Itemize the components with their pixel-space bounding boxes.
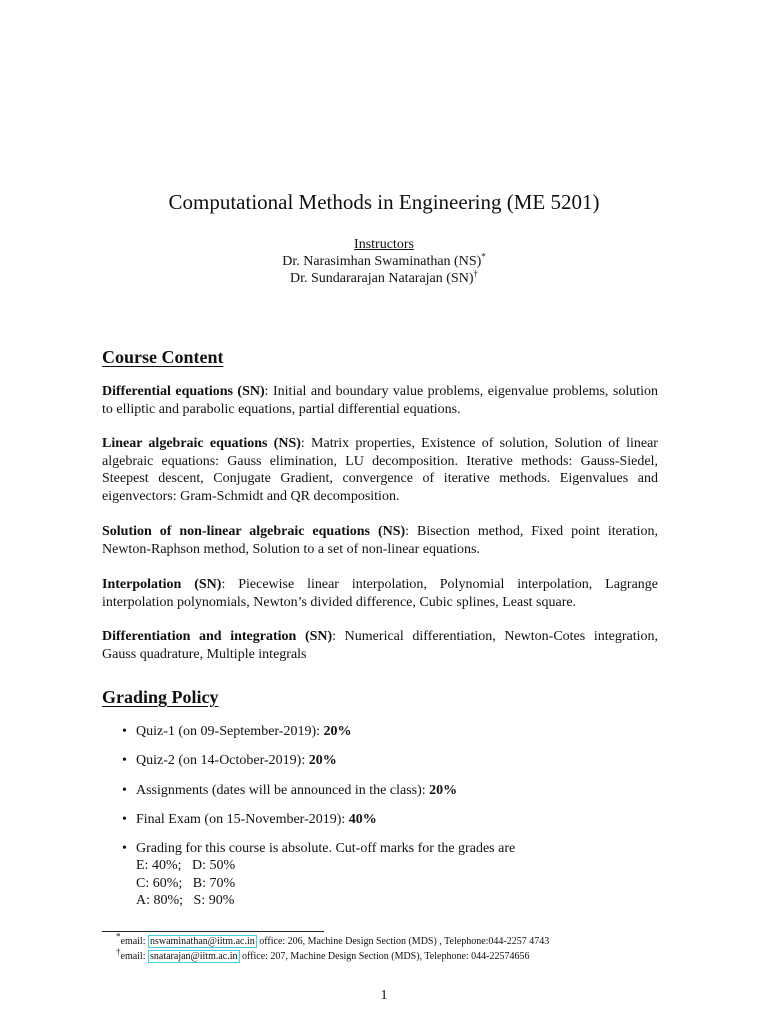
topic-interpolation: Interpolation (SN): Piecewise linear interpolation, Polynomial interpolation, Lagrange interpolation polynomials, Newton’s divided difference, Cubic splines, Least square. <box>102 577 658 610</box>
instructors-heading: Instructors <box>354 237 414 252</box>
grading-item-quiz1: • Quiz-1 (on 09-September-2019): 20% <box>122 724 352 739</box>
topic-non-linear: Solution of non-linear algebraic equations (NS): Bisection method, Fixed point iteration, Newton-Raphson method, Solution to a set of non-linear equations. <box>102 524 658 557</box>
grade-cutoff-line: C: 60%; B: 70% <box>136 875 236 891</box>
page-title: Computational Methods in Engineering (ME 5201) <box>168 190 600 214</box>
grading-policy-heading: Grading Policy <box>102 687 219 707</box>
grading-item-quiz2: • Quiz-2 (on 14-October-2019): 20% <box>122 753 337 768</box>
email-link-ns[interactable]: nswaminathan@iitm.ac.in <box>150 936 255 947</box>
footnote-sn: †email: snatarajan@iitm.ac.in office: 207, Machine Design Section (MDS), Telephone: 044-22574656 <box>116 946 530 962</box>
topic-linear-algebraic: Linear algebraic equations (NS): Matrix properties, Existence of solution, Solution of linear algebraic equations: Gauss elimination, LU decomposition. Iterative methods: Gauss-Siedel, Steepest descent, Conjugate Gradient, convergence of iterative methods. Eigenvalues and eigenvectors: Gram-Schmidt and QR decomposition. <box>102 436 658 504</box>
grade-cutoff-line: A: 80%; S: 90% <box>136 893 235 908</box>
instructor-sn: Dr. Sundararajan Natarajan (SN)† <box>290 268 478 286</box>
grade-cutoffs <box>136 857 235 910</box>
email-link-sn[interactable]: snatarajan@iitm.ac.in <box>150 951 238 962</box>
instructors-block <box>0 236 768 287</box>
topic-differentiation-integration: Differentiation and integration (SN): Numerical differentiation, Newton-Cotes integration, Gauss quadrature, Multiple integrals <box>102 629 658 662</box>
footnote-ns: *email: nswaminathan@iitm.ac.in office: 206, Machine Design Section (MDS) , Telephone:044-2257 4743 <box>116 931 550 947</box>
grade-cutoff-line: E: 40%; D: 50% <box>136 858 236 873</box>
page-number: 1 <box>380 988 388 1003</box>
topic-differential-equations: Differential equations (SN): Initial and boundary value problems, eigenvalue problems, solution to elliptic and parabolic equations, partial differential equations. <box>102 384 658 417</box>
instructor-ns: Dr. Narasimhan Swaminathan (NS)* <box>282 251 486 269</box>
footnote-divider <box>102 931 324 932</box>
grading-absolute-note: • Grading for this course is absolute. Cut-off marks for the grades are <box>122 841 516 856</box>
grading-item-final-exam: • Final Exam (on 15-November-2019): 40% <box>122 812 377 827</box>
grading-item-assignments: • Assignments (dates will be announced in the class): 20% <box>122 783 458 798</box>
course-content-heading: Course Content <box>102 347 224 367</box>
